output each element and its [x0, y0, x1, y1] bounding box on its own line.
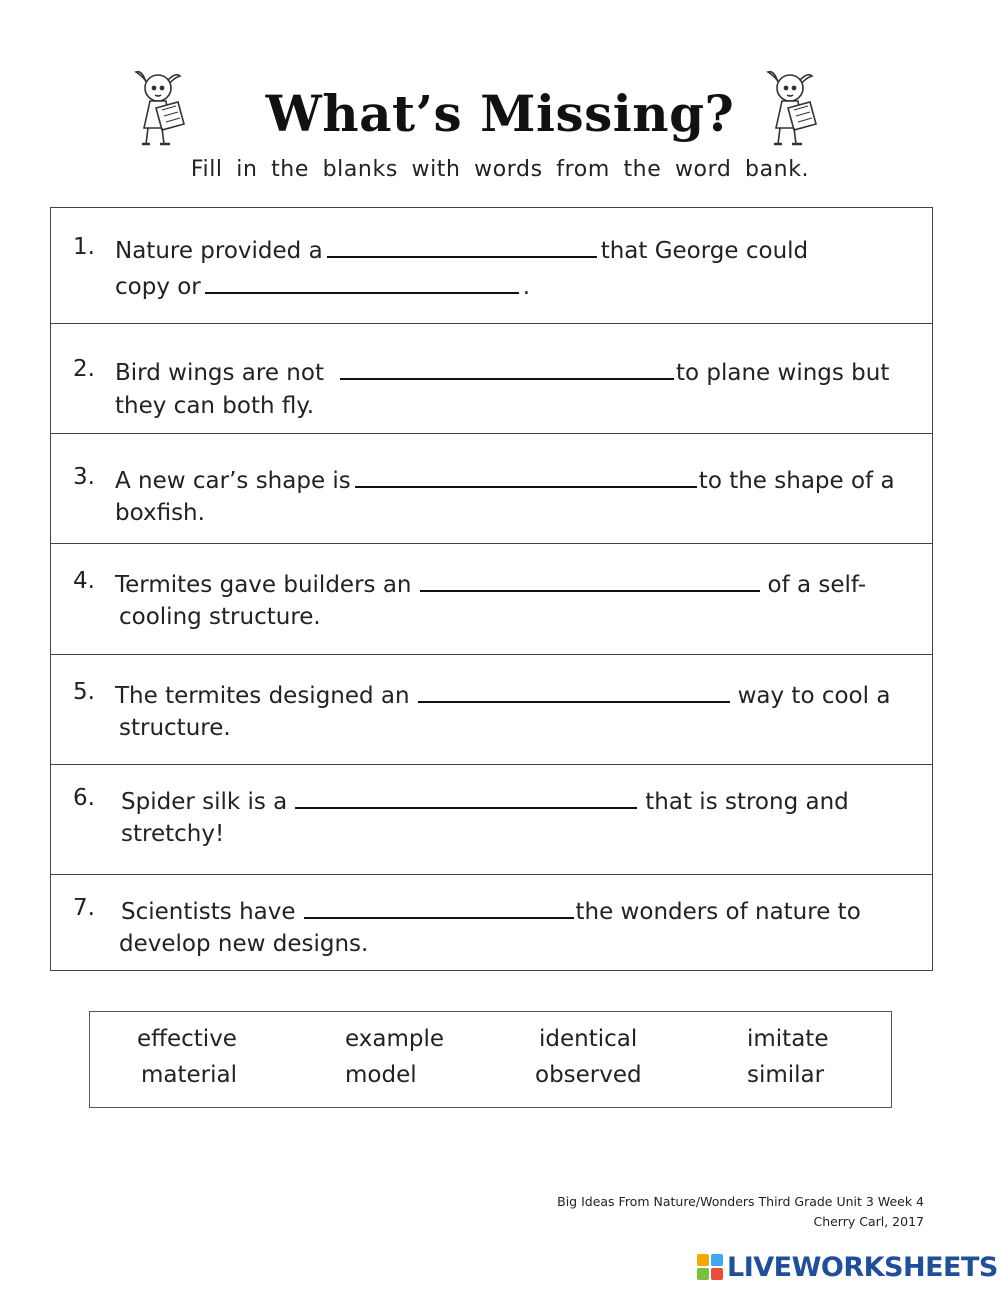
answer-blank-5[interactable]: [418, 679, 730, 703]
instructions: Fill in the blanks with words from the word bank.: [190, 157, 810, 182]
question-number: 4.: [73, 568, 95, 594]
question-text-line2: boxfish.: [115, 500, 205, 526]
questions-table: [50, 207, 933, 971]
question-text-line2: develop new designs.: [119, 931, 369, 957]
question-number: 1.: [73, 234, 95, 260]
question-text-line2: stretchy!: [121, 821, 225, 847]
word-bank-word: identical: [539, 1026, 638, 1052]
question-row: [51, 543, 932, 654]
word-bank: [89, 1011, 892, 1108]
liveworksheets-logo[interactable]: [697, 1252, 998, 1282]
answer-blank-7[interactable]: [304, 895, 574, 919]
question-text-line2: structure.: [119, 715, 231, 741]
answer-blank-1b[interactable]: [205, 270, 519, 294]
question-text-line2: copy or .: [115, 270, 530, 300]
answer-blank-3[interactable]: [355, 464, 697, 488]
question-number: 2.: [73, 356, 95, 382]
question-number: 6.: [73, 785, 95, 811]
word-bank-word: imitate: [747, 1026, 829, 1052]
question-text: Nature provided a that George could: [115, 234, 808, 264]
answer-blank-6[interactable]: [295, 785, 637, 809]
question-text: Spider silk is a that is strong and: [121, 785, 849, 815]
word-bank-word: material: [141, 1062, 237, 1088]
question-row: [51, 874, 932, 970]
page-title: What’s Missing?: [265, 84, 735, 143]
question-text: Scientists have the wonders of nature to: [121, 895, 861, 925]
question-text: Termites gave builders an of a self-: [115, 568, 866, 598]
question-text: Bird wings are not to plane wings but: [115, 356, 889, 386]
question-text-line2: they can both fly.: [115, 393, 315, 419]
logo-icon: [697, 1254, 723, 1280]
question-row: [51, 208, 932, 323]
answer-blank-2[interactable]: [340, 356, 674, 380]
question-text: A new car’s shape is to the shape of a: [115, 464, 895, 494]
question-row: [51, 433, 932, 543]
question-row: [51, 654, 932, 764]
question-text-line2: cooling structure.: [119, 604, 321, 630]
question-number: 5.: [73, 679, 95, 705]
credit-source: Big Ideas From Nature/Wonders Third Grade Unit 3 Week 4: [557, 1194, 924, 1209]
word-bank-word: observed: [535, 1062, 642, 1088]
answer-blank-4[interactable]: [420, 568, 760, 592]
question-text: The termites designed an way to cool a: [115, 679, 890, 709]
logo-text: LIVEWORKSHEETS: [727, 1251, 998, 1283]
answer-blank-1a[interactable]: [327, 234, 597, 258]
question-row: [51, 764, 932, 874]
question-number: 7.: [73, 895, 95, 921]
word-bank-word: effective: [137, 1026, 237, 1052]
word-bank-word: model: [345, 1062, 417, 1088]
question-row: [51, 323, 932, 433]
credit-author: Cherry Carl, 2017: [813, 1214, 924, 1229]
word-bank-word: example: [345, 1026, 444, 1052]
word-bank-word: similar: [747, 1062, 825, 1088]
question-number: 3.: [73, 464, 95, 490]
